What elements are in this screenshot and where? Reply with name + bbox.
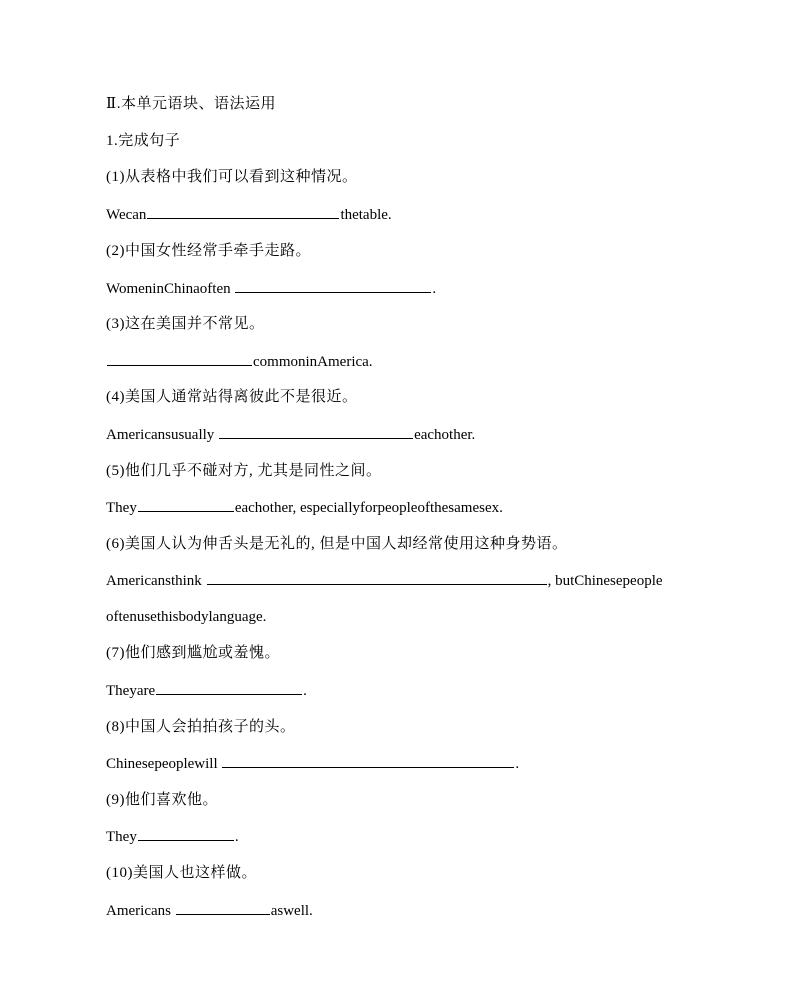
item-3-suffix: commoninAmerica. xyxy=(253,354,373,370)
item-8-prefix: Chinesepeoplewill xyxy=(106,756,218,772)
item-10-prefix: Americans xyxy=(106,903,171,919)
item-4-chinese: (4)美国人通常站得离彼此不是很近。 xyxy=(106,389,358,405)
item-8-blank[interactable] xyxy=(222,753,514,768)
item-5-prefix: They xyxy=(106,500,137,516)
subsection-title: 1.完成句子 xyxy=(106,133,181,149)
item-5-suffix: eachother, especiallyforpeopleofthesamesex. xyxy=(234,500,503,516)
item-5-english xyxy=(106,497,503,518)
item-6-prefix: Americansthink xyxy=(106,573,202,589)
item-4-prefix: Americansusually xyxy=(106,427,215,443)
item-8-english xyxy=(106,753,519,774)
item-7-chinese: (7)他们感到尴尬或羞愧。 xyxy=(106,645,280,661)
item-5-chinese: (5)他们几乎不碰对方, 尤其是同性之间。 xyxy=(106,463,382,479)
item-8-chinese: (8)中国人会拍拍孩子的头。 xyxy=(106,719,296,735)
item-9-blank[interactable] xyxy=(138,826,234,841)
item-8-suffix: . xyxy=(515,756,520,772)
item-1-suffix: thetable. xyxy=(340,207,392,223)
item-9-suffix: . xyxy=(234,829,239,845)
item-7-prefix: Theyare xyxy=(106,683,156,699)
item-6-english xyxy=(106,570,663,591)
item-6-blank[interactable] xyxy=(207,570,547,585)
item-3-blank[interactable] xyxy=(107,351,252,366)
item-7-english xyxy=(106,680,307,701)
item-10-blank[interactable] xyxy=(176,900,270,915)
item-3-chinese: (3)这在美国并不常见。 xyxy=(106,316,265,332)
item-3-english xyxy=(106,351,373,372)
item-9-prefix: They xyxy=(106,829,137,845)
item-4-suffix: eachother. xyxy=(414,427,476,443)
item-2-prefix: WomeninChinaoften xyxy=(106,281,231,297)
item-9-chinese: (9)他们喜欢他。 xyxy=(106,792,218,808)
item-4-english xyxy=(106,424,475,445)
item-2-english xyxy=(106,278,436,299)
item-5-blank[interactable] xyxy=(138,497,234,512)
item-6-suffix: , butChinesepeople xyxy=(547,573,663,589)
item-2-chinese: (2)中国女性经常手牵手走路。 xyxy=(106,243,311,259)
item-7-suffix: . xyxy=(303,683,307,699)
item-1-english xyxy=(106,204,392,225)
section-title: Ⅱ.本单元语块、语法运用 xyxy=(106,96,276,112)
item-1-prefix: Wecan xyxy=(106,207,147,223)
item-1-chinese: (1)从表格中我们可以看到这种情况。 xyxy=(106,169,358,185)
item-6-chinese: (6)美国人认为伸舌头是无礼的, 但是中国人却经常使用这种身势语。 xyxy=(106,536,568,552)
item-7-blank[interactable] xyxy=(156,680,302,695)
item-10-english xyxy=(106,900,313,921)
item-6-english-continued: oftenusethisbodylanguage. xyxy=(106,609,267,625)
item-1-blank[interactable] xyxy=(147,204,339,219)
item-10-chinese: (10)美国人也这样做。 xyxy=(106,865,257,881)
item-2-blank[interactable] xyxy=(235,278,431,293)
item-4-blank[interactable] xyxy=(219,424,413,439)
item-9-english xyxy=(106,826,239,847)
item-10-suffix: aswell. xyxy=(270,903,313,919)
item-2-suffix: . xyxy=(432,281,437,297)
